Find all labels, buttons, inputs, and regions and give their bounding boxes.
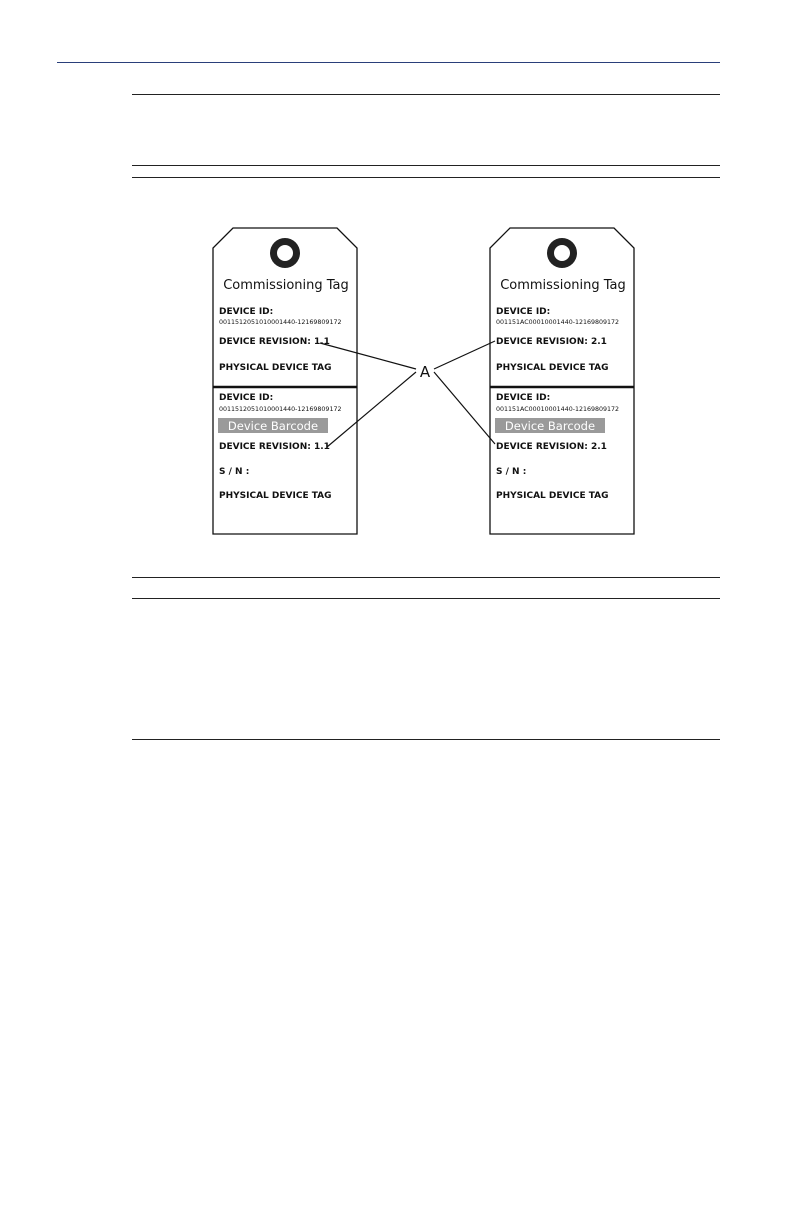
device-id-value: 0011512051010001440-12169809172 bbox=[219, 319, 342, 326]
device-id-label: DEVICE ID: bbox=[496, 307, 551, 317]
commissioning-tag-right bbox=[490, 228, 634, 534]
serial-number-label: S / N : bbox=[496, 467, 527, 477]
callout-line bbox=[434, 372, 495, 444]
device-id-label-bottom: DEVICE ID: bbox=[219, 393, 274, 403]
callout-label: A bbox=[419, 363, 431, 381]
physical-device-tag: PHYSICAL DEVICE TAG bbox=[219, 363, 332, 373]
callout-line bbox=[434, 341, 495, 369]
device-id-value-bottom: 0011512051010001440-12169809172 bbox=[219, 406, 342, 413]
serial-number-label: S / N : bbox=[219, 467, 250, 477]
tag-title: Commissioning Tag bbox=[500, 278, 626, 293]
device-revision-bottom: DEVICE REVISION: 1.1 bbox=[219, 442, 330, 452]
physical-device-tag: PHYSICAL DEVICE TAG bbox=[496, 363, 609, 373]
commissioning-tag-left bbox=[213, 228, 357, 534]
device-revision: DEVICE REVISION: 2.1 bbox=[496, 337, 607, 347]
device-id-value-bottom: 001151AC00010001440-12169809172 bbox=[496, 406, 620, 413]
device-id-label: DEVICE ID: bbox=[219, 307, 274, 317]
device-barcode-label: Device Barcode bbox=[227, 419, 319, 433]
physical-device-tag-bottom: PHYSICAL DEVICE TAG bbox=[496, 491, 609, 501]
device-id-label-bottom: DEVICE ID: bbox=[496, 393, 551, 403]
physical-device-tag-bottom: PHYSICAL DEVICE TAG bbox=[219, 491, 332, 501]
tag-title: Commissioning Tag bbox=[223, 278, 349, 293]
device-barcode-label: Device Barcode bbox=[504, 419, 596, 433]
device-revision: DEVICE REVISION: 1.1 bbox=[219, 337, 330, 347]
device-id-value: 001151AC00010001440-12169809172 bbox=[496, 319, 620, 326]
device-revision-bottom: DEVICE REVISION: 2.1 bbox=[496, 442, 607, 452]
